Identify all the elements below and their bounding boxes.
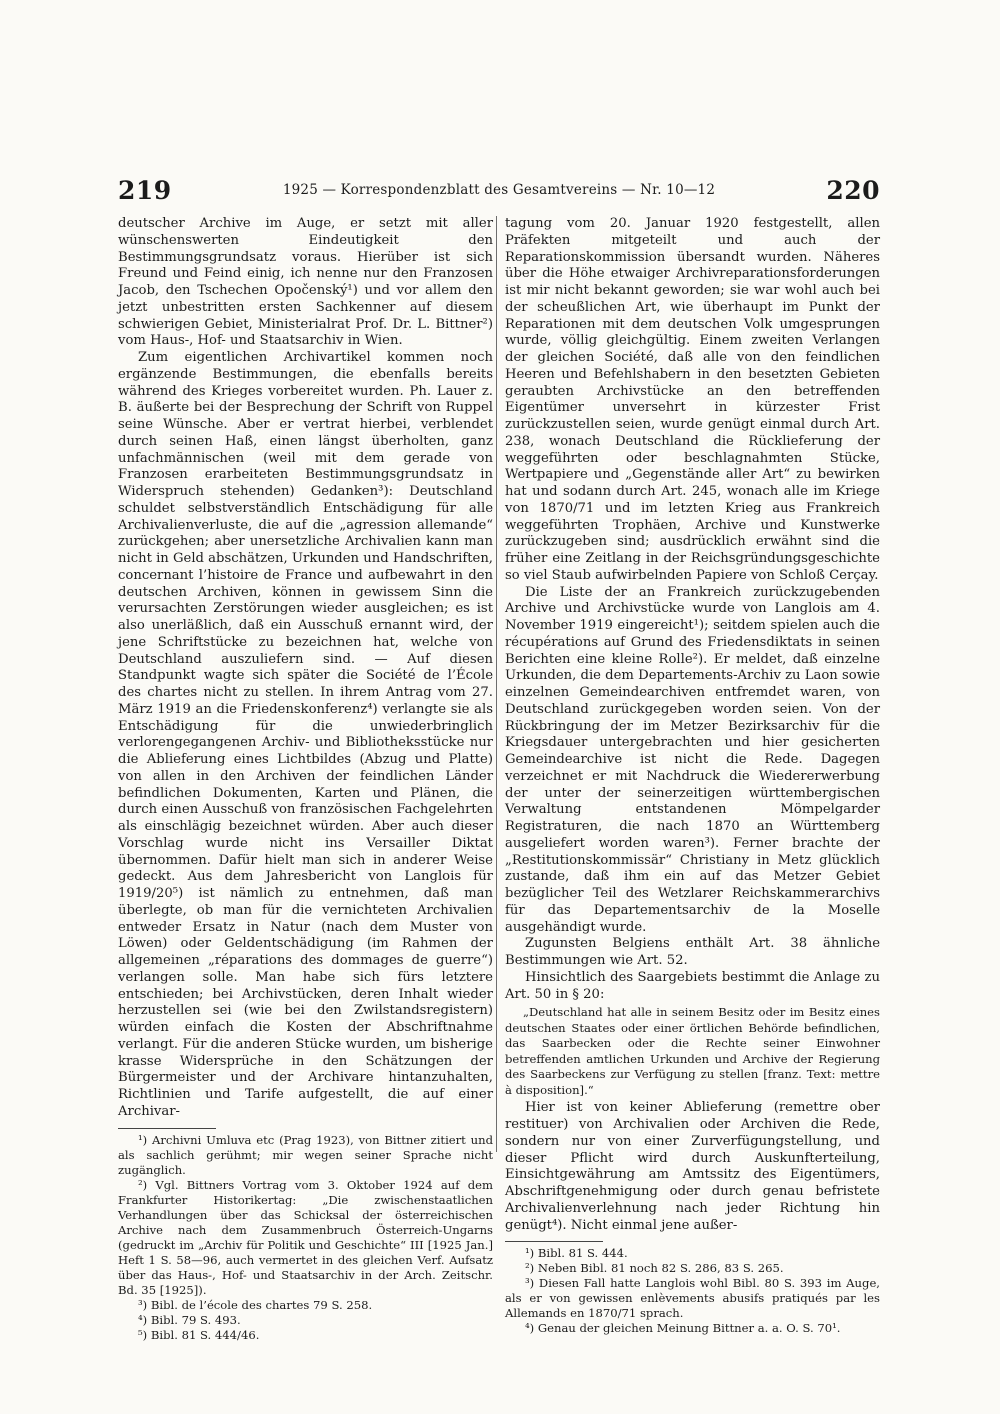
paragraph: Zum eigentlichen Archivartikel kommen noch ergänzende Bestimmungen, die ebenfalls bereits während des Krieges vorbereitet wurden. Ph. Lauer z. B. äußerte bei der Besprechung der Schrift von Ruppel seine Wünsche. Aber er vertrat hierbei, verblendet durch seinen Haß, einen längst überholten, ganz unfachmännischen (weil mit dem gerade von Franzosen erarbeiteten Bestimmungsgrundsatz in Widerspruch stehenden) Gedanken³): Deutschland schuldet selbstverständlich Entschädigung für alle Archivalienverluste, die auf die „agression allemande“ zurückgehen; aber unersetzliche Archivalien kann man nicht in Geld abschätzen, Urkunden und Handschriften, concernant l’histoire de France und aufbewahrt in den deutschen Archiven, können in gewissem Sinn die verursachten Zerstörungen wieder ausgleichen; es ist also unerläßlich, daß ein Ausschuß ernannt wird, der jene Schriftstücke zu bezeichnen hat, welche von Deutschland auszuliefern sind. — Auf diesen Standpunkt wagte sich später die Société de l’École des chartes nicht zu stellen. In ihrem Antrag vom 27. März 1919 an die Friedenskonferenz⁴) verlangte sie als Entschädigung für die unwiederbringlich verlorengegangenen Archiv- und Bibliotheksstücke nur die Ablieferung eines Lichtbildes (Abzug und Platte) von allen in den Archiven der feindlichen Länder befindlichen Dokumenten, Karten und Plänen, die durch einen Ausschuß von französischen Fachgelehrten als einschlägig bezeichnet würden. Aber auch dieser Vorschlag wurde nicht ins Versailler Diktat übernommen. Dafür hielt man sich in anderer Weise gedeckt. Aus dem Jahresbericht von Langlois für 1919/20⁵) ist nämlich zu entnehmen, daß man überlegte, ob man für die vernichteten Archivalien entweder Ersatz in Natur (nach dem Muster von Löwen) oder Geldentschädigung (im Rahmen der allgemeinen „réparations des dommages de guerre“) verlangen solle. Man habe sich fürs letztere entschieden; bei Archivstücken, deren Inhalt wieder herzustellen sei (wie bei den Zwilstandsregistern) würden einfach die Kosten der Abschriftnahme verlangt. Für die anderen Stücke wurden, um bisherige krasse Widersprüche in den Schätzungen der Bürgermeister und der Archivare hintanzuhalten, Richtlinien und Tarife aufgestellt, die auf einer Archivar- — [118, 350, 494, 1119]
block-quote: „Deutschland hat alle in seinem Besitz oder im Besitz eines deutschen Staates oder einer örtlichen Behörde befindlichen, das Saarbecken oder die Rechte seiner Einwohner betreffenden amtlichen Urkunden und Archive der Regierung des Saarbeckens zur Verfügung zu stellen [franz. Text: mettre à disposition].“ — [505, 1005, 880, 1097]
paragraph: Zugunsten Belgiens enthält Art. 38 ähnliche Bestimmungen wie Art. 52. — [505, 936, 880, 968]
right-column — [505, 216, 880, 1336]
footnote-separator — [505, 1241, 603, 1242]
footnote: ²) Vgl. Bittners Vortrag vom 3. Oktober 1924 auf dem Frankfurter Historikertag: „Die zwischenstaatlichen Verhandlungen über das Schicksal der österreichischen Archive nach dem Zusammenbruch Österreich-Ungarns (gedruckt im „Archiv für Politik und Geschichte“ III [1925 Jan.] Heft 1 S. 58—96, auch vermertet in des gleichen Verf. Aufsatz über das Haus-, Hof- und Staatsarchiv in der Arch. Zeitschr. Bd. 35 [1925]). — [118, 1177, 493, 1297]
paragraph: tagung vom 20. Januar 1920 festgestellt, allen Präfekten mitgeteilt und auch der Reparationskommission übersandt wurden. Näheres über die Höhe etwaiger Archivreparationsforderungen ist mir nicht bekannt geworden; sie war wohl auch bei der scheußlichen Art, wie überhaupt im Punkt der Reparationen mit dem deutschen Volk umgesprungen wurde, völlig gleichgültig. Einem zweiten Verlangen der gleichen Société, daß alle von den feindlichen Heeren und Befehlshabern in den besetzten Gebieten geraubten Archivstücke an den betreffenden Eigentümer unversehrt in kürzester Frist zurückzustellen seien, wurde genügt einmal durch Art. 238, wonach Deutschland die Rücklieferung der weggeführten oder beschlagnahmten Stücke, Wertpapiere und „Gegenstände aller Art“ zu bewirken hat und sodann durch Art. 245, wonach alle im Kriege von 1870/71 und im letzten Krieg aus Frankreich weggeführten Trophäen, Archive und Kunstwerke zurückzugeben sind; ausdrücklich erwähnt sind die früher eine Zeitlang in der Reichsgründungsgeschichte so viel Staub aufwirbelnden Papiere von Schloß Cerçay. — [505, 216, 880, 583]
footnote: ¹) Archivni Umluva etc (Prag 1923), von Bittner zitiert und als sachlich gerühmt; mir wegen seiner Sprache nicht zugänglich. — [118, 1132, 493, 1177]
page-header — [118, 176, 880, 204]
running-title: 1925 — Korrespondenzblatt des Gesamtvereins — Nr. 10—12 — [282, 182, 716, 198]
paragraph: deutscher Archive im Auge, er setzt mit aller wünschenswerten Eindeutigkeit den Bestimmungsgrundsatz voraus. Hierüber ist sich Freund und Feind einig, ich nenne nur den Franzosen Jacob, den Tschechen Opočenský¹) und vor allem den jetzt unbestritten ersten Sachkenner auf diesem schwierigen Gebiet, Ministerialrat Prof. Dr. L. Bittner²) vom Haus-, Hof- und Staatsarchiv in Wien. — [118, 216, 493, 349]
page-number-left: 219 — [118, 176, 172, 205]
footnote: ³) Bibl. de l’école des chartes 79 S. 258. — [138, 1297, 373, 1312]
footnote: ⁴) Bibl. 79 S. 493. — [138, 1312, 241, 1327]
paragraph: Hier ist von keiner Ablieferung (remettre ober restituer) von Archivalien oder Archiven die Rede, sondern nur von einer Zurverfügungstellung, und dieser Pflicht wird durch Auskunfterteilung, Einsichtgewährung am Amtssitz des Eigentümers, Abschriftgenehmigung oder durch genau befristete Archivalienverlehnung nach jeder Richtung hin genügt⁴). Nicht einmal jene außer- — [505, 1100, 880, 1233]
footnote-separator — [118, 1128, 216, 1129]
footnote: ¹) Bibl. 81 S. 444. — [525, 1246, 628, 1261]
paragraph: Hinsichtlich des Saargebiets bestimmt die Anlage zu Art. 50 in § 20: — [505, 969, 880, 1002]
column-divider — [496, 216, 497, 1152]
footnote: ³) Diesen Fall hatte Langlois wohl Bibl. 80 S. 393 im Auge, als er von gewissen enlèvements abusifs pratiqués par les Allemands en 1870/71 sprach. — [505, 1276, 880, 1321]
footnote: ²) Neben Bibl. 81 noch 82 S. 286, 83 S. 265. — [525, 1261, 784, 1276]
left-column — [118, 216, 493, 1343]
footnote: ⁴) Genau der gleichen Meinung Bittner a. a. O. S. 70¹. — [525, 1321, 841, 1336]
footnote: ⁵) Bibl. 81 S. 444/46. — [138, 1327, 260, 1342]
page-number-right: 220 — [826, 176, 880, 205]
paragraph: Die Liste der an Frankreich zurückzugebenden Archive und Archivstücke wurde von Langlois am 4. November 1919 eingereicht¹); seitdem spielen auch die récupérations auf Grund des Friedensdiktats in seinen Berichten eine kleine Rolle²). Er meldet, daß einzelne Urkunden, die dem Departements-Archiv zu Laon sowie einzelnen Gemeindearchiven entfremdet waren, von Deutschland zurückgegeben worden seien. Von der Rückbringung der im Metzer Bezirksarchiv für die Kriegsdauer untergebrachten und hier gesicherten Gemeindearchive ist nicht die Rede. Dagegen verzeichnet er mit Nachdruck die Wiedererwerbung der unter der seinerzeitigen württembergischen Verwaltung entstandenen Mömpelgarder Registraturen, die nach 1870 an Württemberg ausgeliefert worden waren³). Ferner brachte der „Restitutionskommissär“ Christiany in Metz glücklich zustande, daß ihm ein auf das Metzer Gebiet bezüglicher Teil des Wetzlarer Reichskammerarchivs für das Departementsarchiv de la Moselle ausgehändigt wurde. — [505, 584, 880, 935]
